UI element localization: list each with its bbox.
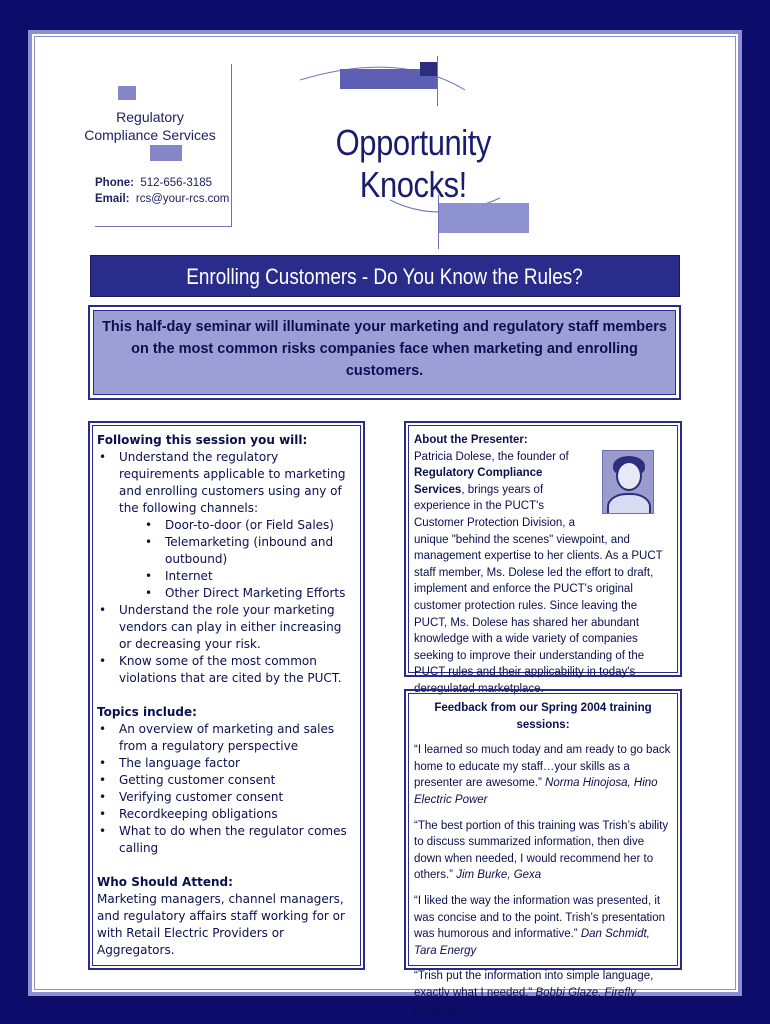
presenter-text: , brings years of experience in the PUCT's Customer Protection Division, a unique "behind the scenes" viewpoint, and management expertise to her clients. As a PUCT staff member, Ms. Dolese led the effort to draft, implement and enforce the PUCT's original customer protection rules. Since leaving the PUCT, Ms. Dolese has shared her abundant knowledge with a wide variety of companies seeking to improve their understanding of the PUCT rules and their applicability in today's deregulated marketplace. — [414, 483, 663, 695]
list-item — [97, 449, 356, 602]
session-list — [97, 449, 356, 687]
logo-vertical-rule — [231, 64, 232, 226]
email-address: rcs@your-rcs.com — [135, 193, 230, 205]
topics-heading: Topics include: — [97, 705, 197, 719]
list-item: • What to do when the regulator comes calling — [97, 823, 356, 857]
banner-text: Enrolling Customers - Do You Know the Rules? — [186, 264, 584, 289]
quote-text: “I liked the way the information was presented, it was concise and to the point. Trish’s presentation was humorous and informative.” — [414, 894, 666, 941]
left-column — [92, 425, 361, 966]
presenter-intro: Patricia Dolese, the founder of — [414, 450, 569, 463]
phone-number: 512-656-3185 — [140, 177, 212, 189]
quote-author: Norma Hinojosa, Hino Electric Power — [414, 777, 658, 806]
presenter-heading: About the Presenter: — [414, 434, 528, 446]
decorative-rule-top — [437, 56, 438, 106]
topics-list — [97, 721, 356, 857]
logo-square-bottom — [150, 145, 182, 161]
presenter-company: Regulatory Compliance Services — [414, 467, 543, 496]
list-item: • An overview of marketing and sales from a regulatory perspective — [97, 721, 356, 755]
logo-horizontal-rule — [95, 226, 232, 227]
session-heading: Following this session you will: — [97, 433, 308, 447]
feedback-box — [408, 693, 678, 1016]
logo-square-top — [118, 86, 136, 100]
presenter-photo — [602, 450, 654, 514]
testimonial — [414, 742, 672, 808]
decorative-square-top — [420, 62, 438, 76]
quote-author: Jim Burke, Gexa — [456, 869, 542, 882]
attend-heading: Who Should Attend: — [97, 875, 233, 889]
attend-text: Marketing managers, channel managers, and regulatory affairs staff working for or with Retail Electric Providers or Aggregators. — [97, 892, 345, 957]
list-item: • Know some of the most common violations that are cited by the PUCT. — [97, 653, 356, 687]
quote-author: Dan Schmidt, Tara Energy — [414, 928, 650, 957]
intro-text: This half-day seminar will illuminate your marketing and regulatory staff members on the most common risks companies face when marketing and enrolling customers. — [93, 310, 676, 395]
list-item: • Internet — [143, 568, 356, 585]
feedback-heading: Feedback from our Spring 2004 training sessions: — [434, 702, 652, 731]
list-item: • Recordkeeping obligations — [97, 806, 356, 823]
list-item: • Door-to-door (or Field Sales) — [143, 517, 356, 534]
testimonial — [414, 818, 672, 884]
session-item-text: Understand the regulatory requirements applicable to marketing and enrolling customers using any of the following channels: — [119, 450, 346, 515]
channel-list — [143, 517, 356, 602]
phone-line — [95, 175, 229, 191]
contact-info — [95, 175, 229, 207]
list-item: • The language factor — [97, 755, 356, 772]
quote-text: “I learned so much today and am ready to go back home to educate my staff…your skills as a presenter are awesome.” — [414, 744, 671, 790]
testimonial — [414, 968, 672, 1018]
quote-text: “Trish put the information into simple language, exactly what I needed.” — [414, 970, 654, 999]
phone-label: Phone: — [95, 177, 134, 189]
list-item: • Other Direct Marketing Efforts — [143, 585, 356, 602]
page-title: Opportunity Knocks! — [335, 122, 491, 205]
decorative-rect-bottom — [439, 203, 529, 233]
presenter-box — [408, 425, 678, 695]
email-line — [95, 191, 229, 207]
banner — [90, 255, 680, 297]
list-item: • Telemarketing (inbound and outbound) — [143, 534, 356, 568]
list-item: • Getting customer consent — [97, 772, 356, 789]
quote-text: “The best portion of this training was Trish’s ability to discuss summarized information, then dive down when needed, I would recommend her to others.” — [414, 819, 669, 882]
list-item: • Understand the role your marketing vendors can play in either increasing or decreasing your risk. — [97, 602, 356, 653]
list-item: • Verifying customer consent — [97, 789, 356, 806]
company-name: Regulatory Compliance Services — [84, 109, 216, 143]
testimonial — [414, 893, 672, 959]
email-label: Email: — [95, 193, 130, 205]
quote-author: Bobbi Glaze, Firefly Electricity — [414, 986, 636, 1016]
